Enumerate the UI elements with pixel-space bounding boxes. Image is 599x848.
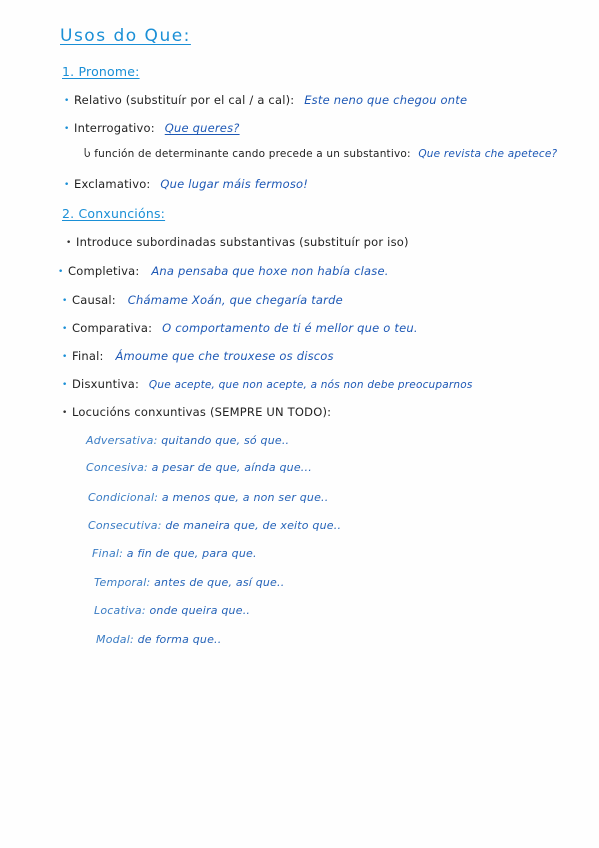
bullet-icon: • [58, 267, 64, 277]
locucion-modal: Modal: de forma que.. [96, 633, 222, 646]
list-item-completiva: • Completiva: Ana pensaba que hoxe non había clase. [58, 264, 389, 278]
list-item-causal: • Causal: Chámame Xoán, que chegaría tarde [62, 293, 343, 307]
bullet-icon: • [62, 408, 68, 418]
list-item-final: • Final: Ámoume que che trouxese os discos [62, 349, 334, 363]
list-item-determinante: Ⴑ función de determinante cando precede a un substantivo: Que revista che apetece? [84, 148, 558, 160]
bullet-icon: • [64, 124, 70, 134]
section-heading-conxuncion: 2. Conxuncións: [62, 206, 166, 221]
list-item-disxuntiva: • Disxuntiva: Que acepte, que non acepte, a nós non debe preocuparnos [62, 377, 473, 391]
locucion-concesiva: Concesiva: a pesar de que, aínda que... [86, 461, 312, 474]
list-item-interrogativo: • Interrogativo: Que queres? [64, 121, 240, 135]
example-text: Ana pensaba que hoxe non había clase. [151, 264, 389, 278]
locucion-temporal: Temporal: antes de que, así que.. [94, 576, 285, 589]
bullet-icon: • [66, 238, 72, 248]
bullet-icon: • [62, 380, 68, 390]
page-title [60, 28, 191, 44]
bullet-icon: • [62, 352, 68, 362]
example-text: Ámoume que che trouxese os discos [115, 349, 334, 363]
section-heading-pronome: 1. Pronome: [62, 64, 140, 79]
locucion-final: Final: a fin de que, para que. [92, 547, 257, 560]
list-item-relativo: • Relativo (substituír por el cal / a cal): Este neno que chegou onte [64, 93, 468, 107]
locucions-heading: • Locucións conxuntivas (SEMPRE UN TODO): [62, 405, 332, 419]
list-item-exclamativo: • Exclamativo: Que lugar máis fermoso! [64, 177, 309, 191]
conxuncion-intro: • Introduce subordinadas substantivas (substituír por iso) [66, 235, 409, 249]
example-text: O comportamento de ti é mellor que o teu. [162, 321, 418, 335]
bullet-icon: • [64, 96, 70, 106]
locucion-locativa: Locativa: onde queira que.. [94, 604, 251, 617]
example-text: Que acepte, que non acepte, a nós non debe preocuparnos [148, 379, 473, 391]
example-text: Este neno que chegou onte [304, 93, 468, 107]
example-text: Que queres? [164, 121, 240, 135]
page-title-text: Usos do Que: [60, 26, 191, 46]
locucion-consecutiva: Consecutiva: de maneira que, de xeito que.. [88, 519, 342, 532]
example-text: Chámame Xoán, que chegaría tarde [127, 293, 343, 307]
locucion-condicional: Condicional: a menos que, a non ser que.. [88, 491, 329, 504]
list-item-comparativa: • Comparativa: O comportamento de ti é mellor que o teu. [62, 321, 418, 335]
bullet-icon: • [62, 296, 68, 306]
locucion-adversativa: Adversativa: quitando que, só que.. [86, 434, 290, 447]
bullet-icon: • [64, 180, 70, 190]
example-text: Que lugar máis fermoso! [160, 177, 309, 191]
example-text: Que revista che apetece? [418, 148, 558, 160]
bullet-icon: • [62, 324, 68, 334]
